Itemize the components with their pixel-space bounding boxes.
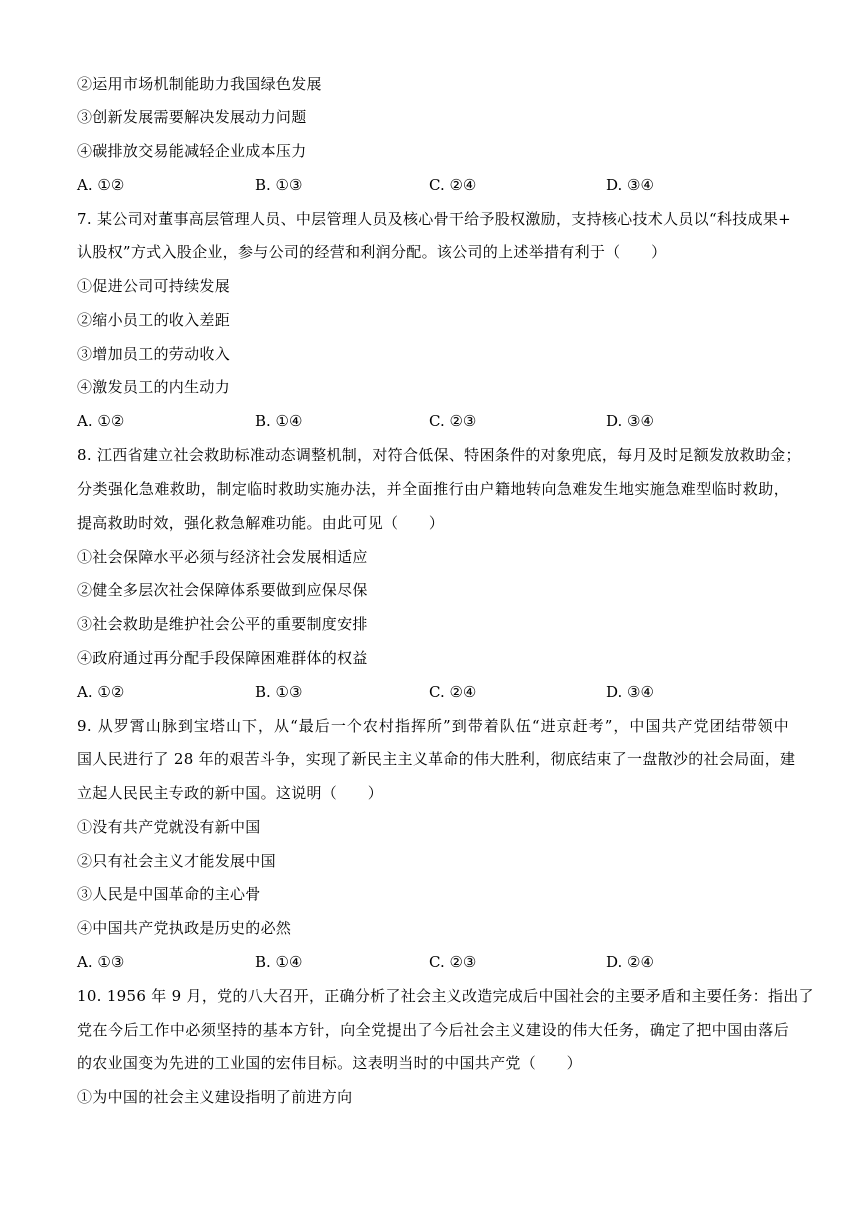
choice-d[interactable]: D. ②④ (606, 953, 654, 971)
q8-stem-line: 8. 江西省建立社会救助标准动态调整机制，对符合低保、特困条件的对象兜底，每月及时足额发放救助金； (77, 446, 801, 464)
q10-stem-line: 党在今后工作中必须坚持的基本方针，向全党提出了今后社会主义建设的伟大任务，确定了把中国由落后 (77, 1021, 789, 1039)
statement-line: ②健全多层次社会保障体系要做到应保尽保 (77, 581, 368, 599)
choice-b[interactable]: B. ①③ (255, 176, 303, 194)
choice-a[interactable]: A. ①② (77, 412, 125, 430)
choice-a[interactable]: A. ①② (77, 176, 125, 194)
statement-line: ④政府通过再分配手段保障困难群体的权益 (77, 649, 368, 667)
choice-c[interactable]: C. ②④ (429, 176, 477, 194)
choice-d[interactable]: D. ③④ (606, 683, 654, 701)
statement-line: ③人民是中国革命的主心骨 (77, 885, 261, 903)
statement-line: ④激发员工的内生动力 (77, 378, 231, 396)
q10-stem-line: 10. 1956 年 9 月，党的八大召开，正确分析了社会主义改造完成后中国社会的主要矛盾和主要任务：指出了 (77, 987, 814, 1005)
choice-d[interactable]: D. ③④ (606, 176, 654, 194)
q9-stem-line: 国人民进行了 28 年的艰苦斗争，实现了新民主主义革命的伟大胜利，彻底结束了一盘散沙的社会局面，建 (77, 750, 796, 768)
choice-c[interactable]: C. ②④ (429, 683, 477, 701)
statement-line: ①没有共产党就没有新中国 (77, 818, 261, 836)
choice-b[interactable]: B. ①④ (255, 412, 303, 430)
q6-choices (77, 175, 789, 195)
q9-stem-line: 9. 从罗霄山脉到宝塔山下，从“最后一个农村指挥所”到带着队伍“进京赶考”，中国共产党团结带领中 (77, 717, 789, 735)
choice-a[interactable]: A. ①② (77, 683, 125, 701)
statement-line: ②运用市场机制能助力我国绿色发展 (77, 75, 322, 93)
q8-stem-line: 分类强化急难救助，制定临时救助实施办法，并全面推行由户籍地转向急难发生地实施急难型临时救助， (77, 480, 789, 498)
statement-line: ③创新发展需要解决发展动力问题 (77, 108, 307, 126)
q8-choices (77, 682, 789, 702)
statement-line: ④碳排放交易能减轻企业成本压力 (77, 142, 307, 160)
q10-stem-line: 的农业国变为先进的工业国的宏伟目标。这表明当时的中国共产党（ ） (77, 1054, 582, 1072)
choice-b[interactable]: B. ①④ (255, 953, 303, 971)
statement-line: ②只有社会主义才能发展中国 (77, 852, 276, 870)
q9-choices (77, 952, 789, 972)
choice-b[interactable]: B. ①③ (255, 683, 303, 701)
statement-line: ①社会保障水平必须与经济社会发展相适应 (77, 548, 368, 566)
q7-stem-line: 认股权”方式入股企业，参与公司的经营和利润分配。该公司的上述举措有利于（ ） (77, 243, 667, 261)
choice-d[interactable]: D. ③④ (606, 412, 654, 430)
q8-stem-line: 提高救助时效，强化救急解难功能。由此可见（ ） (77, 514, 445, 532)
statement-line: ④中国共产党执政是历史的必然 (77, 919, 292, 937)
choice-c[interactable]: C. ②③ (429, 953, 477, 971)
statement-line: ③社会救助是维护社会公平的重要制度安排 (77, 615, 368, 633)
statement-line: ③增加员工的劳动收入 (77, 345, 231, 363)
q7-choices (77, 411, 789, 431)
q7-stem-line: 7. 某公司对董事高层管理人员、中层管理人员及核心骨干给予股权激励，支持核心技术人员以“科技成果+ (77, 210, 792, 228)
choice-c[interactable]: C. ②③ (429, 412, 477, 430)
choice-a[interactable]: A. ①③ (77, 953, 125, 971)
statement-line: ①促进公司可持续发展 (77, 277, 231, 295)
statement-line: ②缩小员工的收入差距 (77, 311, 231, 329)
q9-stem-line: 立起人民民主专政的新中国。这说明（ ） (77, 784, 384, 802)
statement-line: ①为中国的社会主义建设指明了前进方向 (77, 1088, 353, 1106)
